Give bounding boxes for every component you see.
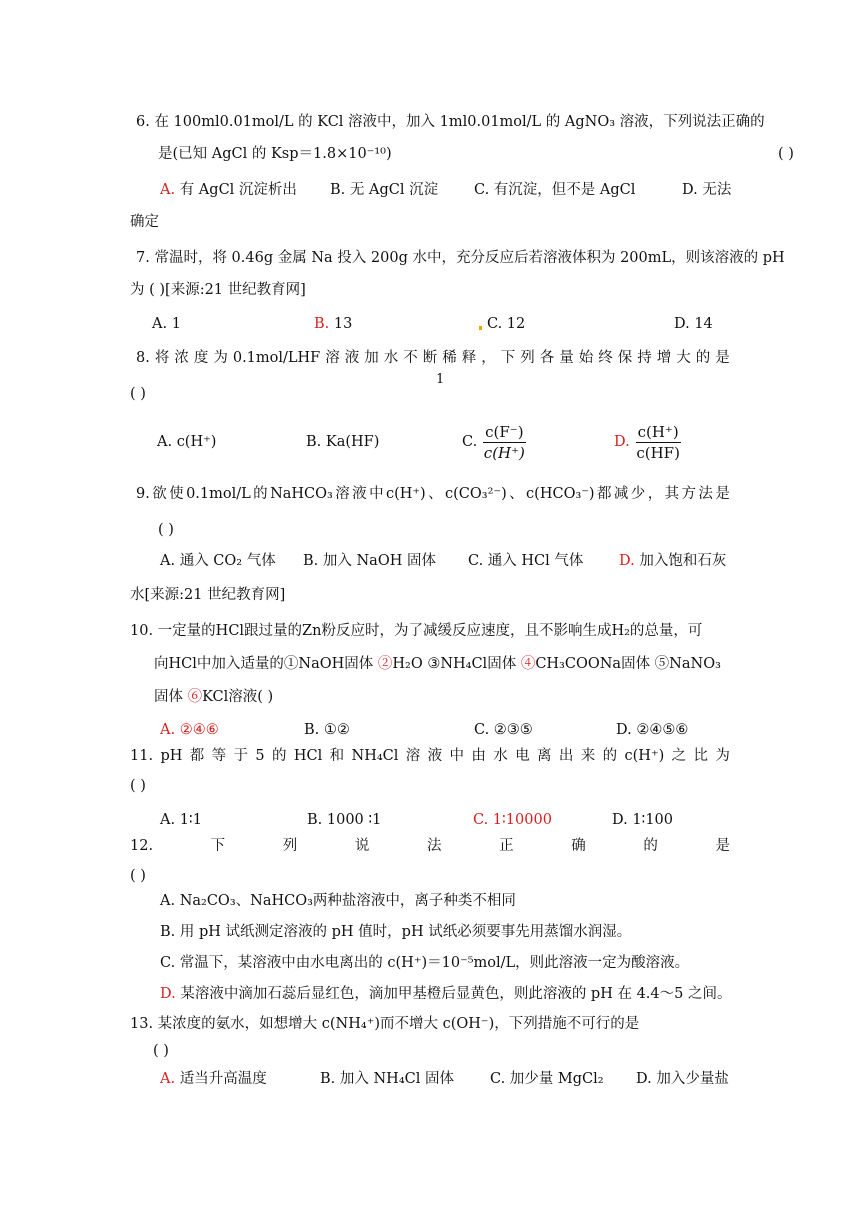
- q11-stem-word: 水: [493, 748, 508, 764]
- q13-answer-paren: ( ): [153, 1043, 169, 1059]
- q10-stem-line1: 10. 一定量的HCl跟过量的Zn粉反应时，为了减缓反应速度，且不影响生成H₂的总量，可: [130, 623, 703, 639]
- q8-stem-word: 溶: [325, 350, 340, 366]
- q7-option-b-letter: B.: [314, 316, 330, 332]
- q11-stem-word: 出: [558, 748, 574, 764]
- q13-option-c: C. 加少量 MgCl₂: [490, 1071, 604, 1087]
- q9-stem-word: 是: [715, 486, 730, 502]
- q10-choice-6-marker: ⑥: [187, 689, 203, 705]
- q7-stem-line2: 为 ( )[来源:21 世纪教育网]: [130, 282, 306, 298]
- q12-stem-word: 确: [571, 838, 586, 854]
- q12-stem-word: 法: [427, 838, 442, 854]
- q11-stem-word: HCl: [293, 748, 323, 764]
- q12-option-d: [160, 984, 731, 1004]
- q9-option-b: B. 加入 NaOH 固体: [303, 553, 436, 569]
- q13-option-a-text: 适当升高温度: [175, 1071, 267, 1087]
- q11-stem-word: 于: [233, 748, 248, 764]
- q9-stem-word: 溶: [335, 486, 350, 502]
- q9-stem-word: 9.: [136, 486, 150, 502]
- q9-option-d-wrap: 水[来源:21 世纪教育网]: [130, 587, 286, 603]
- q10-stem-line3: [154, 687, 273, 707]
- q8-stem-word: 各: [539, 350, 555, 366]
- q8-stem-word: 0.1mol/LHF: [232, 350, 321, 366]
- q10-stem-line3-part2: KCl溶液( ): [202, 689, 274, 705]
- q9-option-d-text: 加入饱和石灰: [634, 553, 727, 569]
- q6-answer-paren: ( ): [778, 146, 794, 162]
- q8-option-d-fraction: [634, 422, 682, 463]
- q11-stem-word: 溶: [405, 748, 421, 764]
- q8-answer-paren: ( ): [130, 386, 146, 402]
- q9-stem-word: 使: [169, 486, 184, 502]
- q11-option-b: B. 1000 ∶1: [307, 812, 382, 828]
- q11-stem-word: 11.: [130, 748, 154, 764]
- q9-stem-word: 都: [596, 486, 612, 502]
- q7-option-b: [314, 314, 352, 334]
- q6-option-a: [160, 180, 297, 200]
- q8-stem-word: 保: [617, 350, 633, 366]
- q8-option-d-denominator: c(HF): [636, 443, 680, 462]
- q11-stem-word: 来: [580, 748, 596, 764]
- q13-option-d: D. 加入少量盐: [636, 1071, 729, 1087]
- q8-stem-word: 水: [383, 350, 399, 366]
- q8-stem-word: 稀: [442, 350, 457, 366]
- q12-option-b: B. 用 pH 试纸测定溶液的 pH 值时，pH 试纸必须要事先用蒸馏水润湿。: [160, 924, 632, 940]
- q8-stem-word: 列: [520, 350, 535, 366]
- q10-choice-4-marker: ④: [520, 656, 536, 672]
- q9-stem-word: c(HCO₃⁻): [526, 486, 595, 502]
- q11-stem-word: 中: [449, 748, 465, 764]
- q9-option-d: [619, 551, 726, 571]
- q11-stem-word: 电: [515, 748, 530, 764]
- q6-stem-line1: 6. 在 100ml0.01mol/L 的 KCl 溶液中，加入 1ml0.01mol/L 的 AgNO₃ 溶液，下列说法正确的: [136, 114, 765, 130]
- q11-answer-paren: ( ): [130, 778, 146, 794]
- q9-option-d-letter: D.: [619, 553, 635, 569]
- q6-option-c: C. 有沉淀，但不是 AgCl: [474, 182, 636, 198]
- q8-stem-line1: [136, 348, 730, 368]
- stray-mark: [479, 326, 482, 330]
- q11-stem-word: c(H⁺): [624, 748, 665, 764]
- q9-stem-word: 0.1mol/L: [186, 486, 251, 502]
- q8-stem-word: 不: [403, 350, 418, 366]
- q8-stem-word: 度: [193, 350, 209, 366]
- q8-stem-word: 将: [154, 350, 170, 366]
- q12-option-d-text: 某溶液中滴加石蕊后显红色，滴加甲基橙后显黄色，则此溶液的 pH 在 4.4～5 之间。: [175, 986, 732, 1002]
- q11-stem-word: 和: [329, 748, 345, 764]
- q8-stem-word: 断: [422, 350, 438, 366]
- q12-option-a: A. Na₂CO₃、NaHCO₃两种盐溶液中，离子种类不相同: [160, 893, 516, 909]
- q6-option-a-letter: A.: [160, 182, 176, 198]
- q8-option-a: A. c(H⁺): [157, 434, 217, 450]
- q12-stem-word: 说: [354, 838, 370, 854]
- q12-option-d-letter: D.: [160, 986, 176, 1002]
- q10-stem-line2-part1: 向HCl中加入适量的①NaOH固体: [154, 656, 378, 672]
- q8-stem-word: 始: [578, 350, 594, 366]
- q8-option-c-numerator: c(F⁻): [485, 422, 524, 441]
- q9-stem-word: 少: [630, 486, 646, 502]
- q8-stem-word: 的: [695, 350, 711, 366]
- q9-stem-word: ，: [647, 486, 663, 502]
- q9-stem-word: 其: [664, 486, 680, 502]
- q8-stem-word: 为: [213, 350, 228, 366]
- q11-stem-word: 都: [189, 748, 205, 764]
- q9-answer-paren: ( ): [158, 522, 174, 538]
- q13-option-a-letter: A.: [160, 1071, 176, 1087]
- q8-stem-word: 量: [559, 350, 574, 366]
- q12-stem-word: 12.: [130, 838, 154, 854]
- q12-option-c: C. 常温下，某溶液中由水电离出的 c(H⁺)＝10⁻⁵mol/L，则此溶液一定为酸溶液。: [160, 955, 690, 971]
- q8-stem-word: 加: [364, 350, 379, 366]
- q6-option-d: D. 无法: [682, 182, 732, 198]
- q6-stem-line2: 是(已知 AgCl 的 Ksp＝1.8×10⁻¹⁰): [158, 146, 392, 162]
- q9-stem-word: 中: [369, 486, 384, 502]
- q8-option-c: [462, 420, 527, 464]
- q11-option-a: A. 1∶1: [160, 812, 202, 828]
- q10-option-a: A. ②④⑥: [160, 722, 219, 738]
- q11-stem-word: NH₄Cl: [351, 748, 399, 764]
- q11-stem-word: 比: [693, 748, 708, 764]
- q10-choice-2-marker: ②: [377, 656, 393, 672]
- q12-stem-word: 的: [643, 838, 658, 854]
- q12-stem-word: 下: [210, 838, 226, 854]
- q8-stray-digit: 1: [436, 372, 445, 387]
- q12-answer-paren: ( ): [130, 868, 146, 884]
- q8-stem-word: 液: [344, 350, 360, 366]
- q8-option-d: [614, 420, 682, 464]
- q11-stem-word: 等: [211, 748, 227, 764]
- q9-stem-word: NaHCO₃: [270, 486, 333, 502]
- q11-stem-word: pH: [160, 748, 183, 764]
- q11-stem-word: 离: [537, 748, 552, 764]
- q8-stem-word: 下: [500, 350, 516, 366]
- q11-stem-word: 的: [271, 748, 287, 764]
- q8-stem-word: 持: [637, 350, 652, 366]
- q8-option-c-denominator: c(H⁺): [483, 443, 525, 462]
- q11-stem-word: 之: [671, 748, 687, 764]
- q8-stem-word: 浓: [174, 350, 189, 366]
- q7-option-b-text: 13: [329, 316, 353, 332]
- q10-stem-line2-part3: CH₃COONa固体 ⑤NaNO₃: [535, 656, 721, 672]
- q11-stem-word: 5: [255, 748, 265, 764]
- q8-stem-word: 释: [461, 350, 477, 366]
- q8-option-c-fraction: [482, 422, 527, 463]
- q9-stem-word: 方: [681, 486, 697, 502]
- q10-stem-line2: [154, 654, 721, 674]
- q8-stem-word: 增: [656, 350, 672, 366]
- q12-stem-word: 正: [499, 838, 514, 854]
- q13-stem-line1: 13. 某浓度的氨水，如想增大 c(NH₄⁺)而不增大 c(OH⁻)，下列措施不可行的是: [130, 1016, 640, 1032]
- q11-stem-word: 由: [471, 748, 486, 764]
- q7-option-c: C. 12: [487, 316, 526, 332]
- q8-option-d-letter: D.: [614, 434, 630, 450]
- q12-stem-line1: [130, 836, 730, 856]
- q9-option-c: C. 通入 HCl 气体: [468, 553, 584, 569]
- q9-stem-word: 法: [698, 486, 713, 502]
- q9-stem-word: c(CO₃²⁻): [445, 486, 507, 502]
- q7-option-a: A. 1: [152, 316, 181, 332]
- q8-stem-word: 终: [598, 350, 613, 366]
- q9-stem-word: 欲: [152, 486, 167, 502]
- q10-option-c: C. ②③⑤: [474, 722, 533, 738]
- q10-stem-line3-part1: 固体: [154, 689, 188, 705]
- q8-stem-word: 大: [676, 350, 691, 366]
- q11-option-d: D. 1∶100: [612, 812, 674, 828]
- q11-stem-word: 为: [715, 748, 730, 764]
- q6-option-a-text: 有 AgCl 沉淀析出: [175, 182, 297, 198]
- q10-stem-line2-part2: H₂O ③NH₄Cl固体: [392, 656, 521, 672]
- q11-stem-word: 的: [602, 748, 618, 764]
- q12-stem-word: 列: [282, 838, 298, 854]
- q9-option-a: A. 通入 CO₂ 气体: [160, 553, 276, 569]
- q9-stem-word: 、: [509, 486, 524, 502]
- q6-option-d-wrap: 确定: [130, 214, 159, 230]
- q11-stem-word: 液: [427, 748, 443, 764]
- q8-option-d-numerator: c(H⁺): [637, 422, 679, 441]
- q7-stem-line1: 7. 常温时，将 0.46g 金属 Na 投入 200g 水中，充分反应后若溶液体积为 200mL，则该溶液的 pH: [136, 250, 785, 266]
- q8-option-b: B. Ka(HF): [306, 434, 380, 450]
- q9-stem-word: 减: [613, 486, 629, 502]
- q8-stem-word: 是: [715, 350, 730, 366]
- q9-stem-word: c(H⁺): [385, 486, 426, 502]
- q11-stem-line1: [130, 746, 730, 766]
- q13-option-a: [160, 1069, 267, 1089]
- q9-stem-word: 、: [428, 486, 443, 502]
- q8-stem-word: ，: [481, 350, 496, 366]
- q12-stem-word: 是: [715, 838, 730, 854]
- q8-option-c-letter: C.: [462, 434, 478, 450]
- q11-option-c: C. 1∶10000: [473, 812, 552, 828]
- q10-option-d: D. ②④⑤⑥: [616, 722, 689, 738]
- q13-option-b: B. 加入 NH₄Cl 固体: [320, 1071, 454, 1087]
- q9-stem-word: 的: [253, 486, 268, 502]
- q8-stem-word: 8.: [136, 350, 150, 366]
- q9-stem-word: 液: [352, 486, 367, 502]
- q6-option-b: B. 无 AgCl 沉淀: [330, 182, 439, 198]
- q9-stem-line1: [136, 484, 730, 504]
- q10-option-b: B. ①②: [304, 722, 350, 738]
- q7-option-d: D. 14: [674, 316, 713, 332]
